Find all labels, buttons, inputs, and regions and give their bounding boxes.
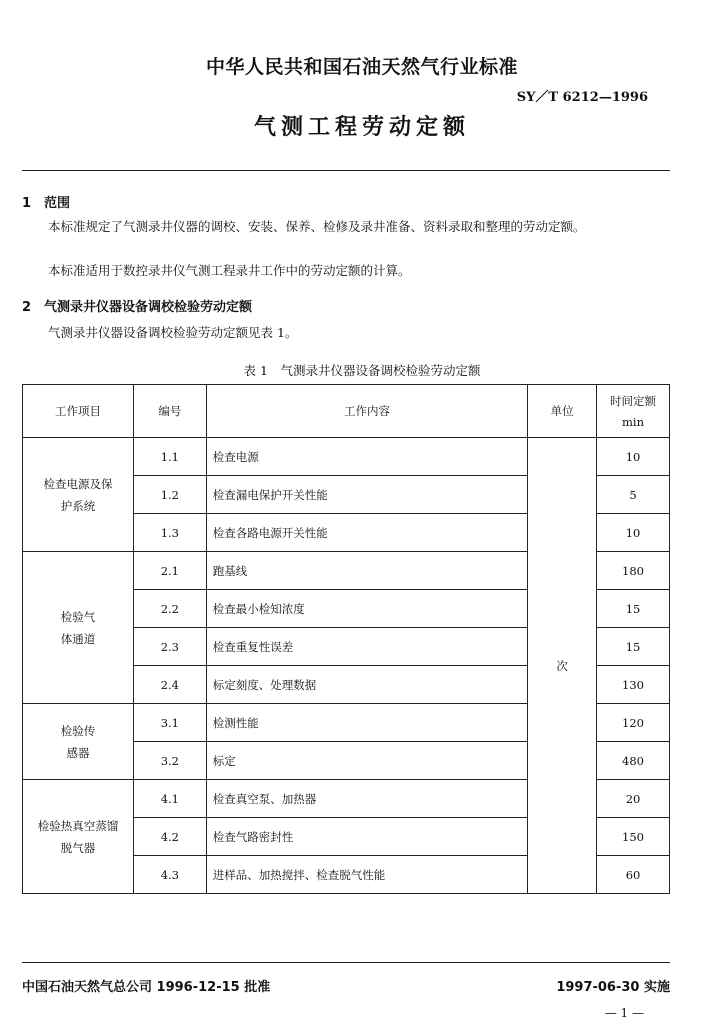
row-content: 检查电源 [206,438,527,476]
row-content: 跑基线 [206,552,527,590]
row-content: 检查气路密封性 [206,818,527,856]
row-no: 1.1 [133,438,206,476]
row-time: 10 [597,438,670,476]
standard-code: SY／T 6212—1996 [516,90,648,105]
row-no: 1.3 [133,514,206,552]
row-content: 进样品、加热搅拌、检查脱气性能 [206,856,527,894]
standard-category: 中华人民共和国石油天然气行业标准 [205,56,518,78]
group-name: 检查电源及保护系统 [23,438,134,552]
header-no: 编号 [133,385,206,438]
row-time: 15 [597,628,670,666]
row-time: 60 [597,856,670,894]
row-content: 标定 [206,742,527,780]
footer-rule [22,962,670,963]
row-content: 检查各路电源开关性能 [206,514,527,552]
row-no: 4.1 [133,780,206,818]
row-time: 180 [597,552,670,590]
section-1-heading: 1 范围 [22,196,71,211]
header-unit: 单位 [528,385,597,438]
row-time: 10 [597,514,670,552]
group-name: 检验气体通道 [23,552,134,704]
row-content: 检查真空泵、加热器 [206,780,527,818]
row-no: 2.2 [133,590,206,628]
row-time: 120 [597,704,670,742]
row-no: 2.1 [133,552,206,590]
row-time: 130 [597,666,670,704]
row-no: 2.4 [133,666,206,704]
header-time-unit: min [622,415,645,429]
header-item: 工作项目 [23,385,134,438]
row-time: 15 [597,590,670,628]
section-2-heading: 2 气测录井仪器设备调校检验劳动定额 [22,300,253,315]
page-number: — 1 — [604,1006,644,1020]
row-time: 150 [597,818,670,856]
section-1-para-1: 本标准规定了气测录井仪器的调校、安装、保养、检修及录井准备、资料录取和整理的劳动定额。 [48,219,586,234]
row-no: 3.1 [133,704,206,742]
row-content: 检查重复性误差 [206,628,527,666]
table-row [23,438,670,476]
group-name: 检验热真空蒸馏脱气器 [23,780,134,894]
header-time-label: 时间定额 [610,394,657,408]
group-name: 检验传感器 [23,704,134,780]
unit-cell: 次 [528,438,597,894]
row-content: 标定刻度、处理数据 [206,666,527,704]
table-caption: 表 1 气测录井仪器设备调校检验劳动定额 [243,363,481,378]
row-content: 检查最小检知浓度 [206,590,527,628]
header-time [597,385,670,438]
header-content: 工作内容 [206,385,527,438]
header-rule [22,170,670,171]
section-1-para-2: 本标准适用于数控录井仪气测工程录井工作中的劳动定额的计算。 [48,263,411,278]
effective-date: 1997-06-30 实施 [556,980,670,995]
row-time: 5 [597,476,670,514]
approval-line: 中国石油天然气总公司 1996-12-15 批准 [22,980,271,995]
section-2-para-1: 气测录井仪器设备调校检验劳动定额见表 1。 [48,325,298,340]
row-no: 1.2 [133,476,206,514]
row-no: 2.3 [133,628,206,666]
row-content: 检测性能 [206,704,527,742]
row-no: 4.2 [133,818,206,856]
row-no: 4.3 [133,856,206,894]
document-title: 气测工程劳动定额 [253,115,470,140]
row-no: 3.2 [133,742,206,780]
labor-quota-table [22,384,670,894]
row-time: 20 [597,780,670,818]
row-time: 480 [597,742,670,780]
row-content: 检查漏电保护开关性能 [206,476,527,514]
